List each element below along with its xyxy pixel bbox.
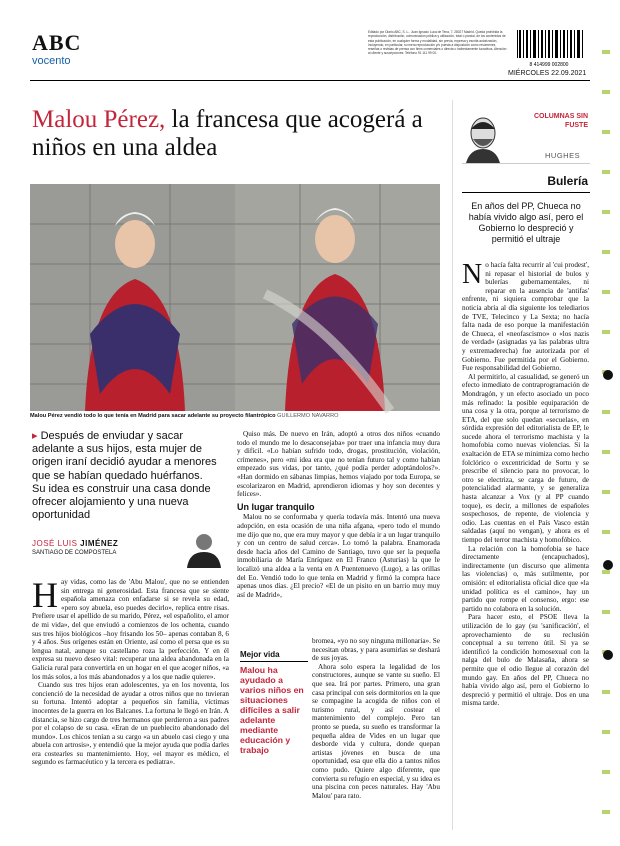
opinion-column bbox=[462, 261, 589, 708]
margin-color-strip bbox=[602, 40, 610, 840]
paragraph: o hacía falta recurrir al 'cui prodest', ni repasar el historial de bulos y bulerías gubernamentales, ni reparar en la ausencia de 'antifas' enfrente, ni siquiera comprobar que la noticia abría al día siguiente los telediarios de TVE, Telecinco y La Sexta; no hacía falta nada de eso porque la manifestación de Chueca, el «neofascismo» o «los nazis de verdad» (asignadas ya las palabras ultra y extremaderecha) fue autorizada por el Gobierno. Fue permitida por el Gobierno. Fue responsabilidad del Gobierno. bbox=[462, 261, 589, 373]
author-last-name: JIMÉNEZ bbox=[80, 539, 119, 548]
column-divider bbox=[452, 100, 453, 830]
lead-text: Después de enviudar y sacar adelante a sus hijos, esta mujer de origen iraní decidió ayudar a menores que se habían quedado huérfanos. Su idea es construir una casa donde ofrecer alojamiento y una nueva oportunidad bbox=[32, 430, 217, 522]
barcode-icon bbox=[515, 28, 590, 68]
article-column-2-right bbox=[312, 637, 440, 800]
barcode-number: 8 414999 002800 bbox=[529, 62, 569, 68]
author-first-name: JOSÉ LUIS bbox=[32, 539, 78, 548]
column-title-rule bbox=[462, 192, 590, 193]
column-lead: En años del PP, Chueca no había vivido algo así, pero el Gobierno lo despreció y permitió el ultraje bbox=[468, 201, 584, 244]
subheading: Un lugar tranquilo bbox=[237, 501, 315, 512]
group-logo: vocento bbox=[32, 55, 71, 67]
column-divider-line bbox=[462, 163, 590, 164]
registration-dot-icon bbox=[603, 560, 613, 570]
author-byline bbox=[32, 539, 118, 548]
registration-dot-icon bbox=[603, 650, 613, 660]
barcode bbox=[515, 28, 590, 68]
article-column-2 bbox=[237, 430, 440, 599]
article-headline bbox=[32, 106, 432, 162]
highlight-text: Malou ha ayudado a varios niños en situaciones difíciles a salir adelante mediante educación y trabajo bbox=[240, 665, 304, 755]
paragraph: La relación con la homofobia se hace directamente (encapuchados), indirectamente (un discurso que alimenta las violencias) o, más sutilmente, por omisión: el editorialista oficial dice que «la unidad política es el camino», hay un partido que rompe el consenso, ergo: ese partido no colabora en la solución. bbox=[462, 544, 589, 613]
photo-caption bbox=[30, 413, 440, 419]
paragraph: Cuando sus tres hijos eran adolescentes, ya en los noventa, los concienció de la necesidad de ayudar a otros niños que no tuvieran su fortuna. Intentó adoptar a pequeños sin familia, víctimas inocentes de la guerra en los Balcanes. La fortuna le llegó en Irán. A distancia, se hizo cargo de tres hermanos que perdieron a sus padres por el colapso de su casa. «Eran de un pueblecito abandonado del mundo». Los chicos tenían a su cargo «a un abuelo casi ciego y una abuela con artrosis», y entendió que la mejor ayuda que podía darles era costearles su mantenimiento. Hoy, «el mayor es médico, el segundo es farmacéutico y la tercera es pediatra». bbox=[32, 681, 229, 767]
paragraph: Para hacer esto, el PSOE lleva la utilización de lo gay (su 'sanificación', el aprovechamiento de su reclusión conceptual a su terreno útil. Si ya se identificó la condición homosexual con la nalga del bulo de Malasaña, ahora se permite que el odio llegue al corazón del mundo gay. En años del PP, Chueca no había vivido algo así, pero el Gobierno lo despreció y permitió el ultraje. Dos en una misma tarde. bbox=[462, 613, 589, 708]
highlight-box bbox=[240, 650, 308, 755]
paragraph: Ahora solo espera la legalidad de los constructores, aunque se vante su sueño. El que sea. Irá por partes. Primero, una gran casa principal con seis dormitorios en la que se compagine la acogida de niños con el turismo rural, y así costear el mantenimiento del complejo. Pero tan pronto se pueda, su sueño es transformar la pequeña aldea de Vides en un lugar que desborde vida y cultura, donde quepan artistas jóvenes en busca de una oportunidad, esa que ella dio a tantos niños como pudo. Quiere algo diferente, que convierta su refugio en especial, y su idea es una piscina con peces naturales. Hay 'Abu Malou' para rato. bbox=[312, 662, 440, 800]
article-dropcap: H bbox=[32, 575, 58, 615]
columnist-name: HUGHES bbox=[545, 151, 581, 160]
article-column-1 bbox=[32, 575, 229, 767]
paragraph: Quiso más. De nuevo en Irán, adoptó a otros dos niños «cuando todo el mundo me lo desaconsejaba» por traer una infancia muy dura y difícil. «Lo habían sufrido todo, drogas, prostitución, violación, crímenes», pero «mi idea era que no tenían futuro tal y como habían empezado sus vidas, por tanto, ¿qué podía perder adoptándolos?». «Han dormido en sábanas limpias, hemos viajado por toda Europa, se escolarizaron en Madrid, aprendieron idiomas y hoy son decentes y felices». bbox=[237, 430, 440, 499]
top-divider bbox=[30, 80, 590, 81]
headline-rest: la francesa que acogerá a niños en una aldea bbox=[32, 106, 423, 161]
column-section-label: COLUMNAS SIN FUSTE bbox=[533, 113, 588, 129]
imprint-text: Editado por Diario ABC, S. L., Juan Ignacio Luca de Tena, 7, 28027 Madrid. Queda prohibida la reproducción, distribución, comunicación pública y utilización, total o parcial, de los contenidos de esta publicación, en cualquier forma y modalidad, sin previa, expresa y escrita autorización, incluyendo, en particular, su mera reproducción y/o puesta a disposición como resúmenes, reseñas o revistas de prensa con fines comerciales o directa o indirectamente lucrativos. Atención al cliente y suscripciones: Teléfono 91 111 99 00. bbox=[368, 30, 507, 56]
article-photo bbox=[30, 184, 440, 411]
columnist-avatar bbox=[462, 113, 504, 163]
column-title: Bulería bbox=[547, 174, 588, 188]
issue-date: MIÉRCOLES 22.09.2021 bbox=[508, 70, 587, 77]
caption-text: Malou Pérez vendió todo lo que tenía en Madrid para sacar adelante su proyecto filantrópico bbox=[30, 413, 276, 419]
registration-dot-icon bbox=[603, 370, 613, 380]
triangle-bullet-icon: ▸ bbox=[32, 430, 38, 442]
article-lead bbox=[32, 430, 217, 522]
paragraph: ay vidas, como las de 'Abu Malou', que no se entienden sin entrega ni generosidad. Esta francesa que se siente española amenaza con enfadarse si se revela su edad, «pero soy abuela, eso puedes decirlo», replica entre risas. Prefiere usar el apellido de su marido, Pérez, «el españolito, el amor de mi vida», del que enviudó a comienzos de los ochenta, cuando sus tres hijos biológicos –hoy frisando los 50– apenas contaban 8, 6 y 4 años. Sus orígenes están en Oriente, así como el persa que es su lengua natal, aunque su castellano roza la perfección. Y en él expresa su nuevo deseo vital: recuperar una aldea abandonada en la Galicia rural para convertirla en un hogar en el que acoger niños, «a los más solos, a los más abandonados y a los que nadie quiere». bbox=[32, 578, 229, 681]
photo-credit: GUILLERMO NAVARRO bbox=[277, 413, 339, 419]
paragraph: Malou no se conformaba y quería todavía más. Intentó una nueva adopción, en esta ocasión de una niña afgana, «pero todo el mundo me dijo que no, que era muy mayor y que debía ir a un lugar tranquilo y con un centro de salud cerca». Lo tomó la palabra. Enamorada desde hacía años del Camino de Santiago, tuvo que ser la pequeña inmobiliaria de María Enríquez en El Franco (Asturias) la que le localizó una aldea a la venta en A Puentenuevo (Lugo), a las orillas del Eo. Vendió todo lo que tenía en Madrid y firmó la compra hace apenas unos días. ¿El precio? «El de un pisito en un barrio muy muy así de Madrid», bbox=[237, 513, 440, 599]
paragraph: bromea, «yo no soy ninguna millonaria». Se necesitan obras, y para asumirlas se deshará de sus joyas. bbox=[312, 637, 440, 663]
author-avatar bbox=[181, 528, 227, 568]
author-location: SANTIAGO DE COMPOSTELA bbox=[32, 550, 117, 556]
photo-image bbox=[30, 184, 440, 411]
column-dropcap: N bbox=[462, 259, 483, 290]
highlight-label: Mejor vida bbox=[240, 650, 308, 662]
headline-name: Malou Pérez, bbox=[32, 106, 166, 133]
paragraph: Al permitirlo, al casualidad, se generó un efecto inmediato de contraprogramación de Mondragón, y un efecto asociado un poco más refinado: la posible equiparación de una cosa y la otra, porque al terrorismo de ETA, del que solo quedan «secuelas», en sórdida expresión del editorialista de EP, le sucede ahora el terrorismo machista y la homofobia como nuevas violencias. Si la exaltación de ETA se minimiza como hecho folclórico o excentricidad de Sortu y se prescribe el silencio para no provocar, lo otro se electriza, se carga de futuro, de potencialidad alarmante, y se generaliza hasta alcanzar a Vox (y al PP cuando toque), es decir, a millones de españoles sospechosos, de repente, de violencia y odio. Las cuentas en el País Vasco están saldadas (aquí no vengan), y ahora es el tiempo del terror machista y homofóbico. bbox=[462, 372, 589, 544]
newspaper-logo: ABC bbox=[32, 30, 82, 55]
author-portrait-icon bbox=[181, 528, 227, 568]
columnist-sketch-icon bbox=[462, 113, 504, 163]
